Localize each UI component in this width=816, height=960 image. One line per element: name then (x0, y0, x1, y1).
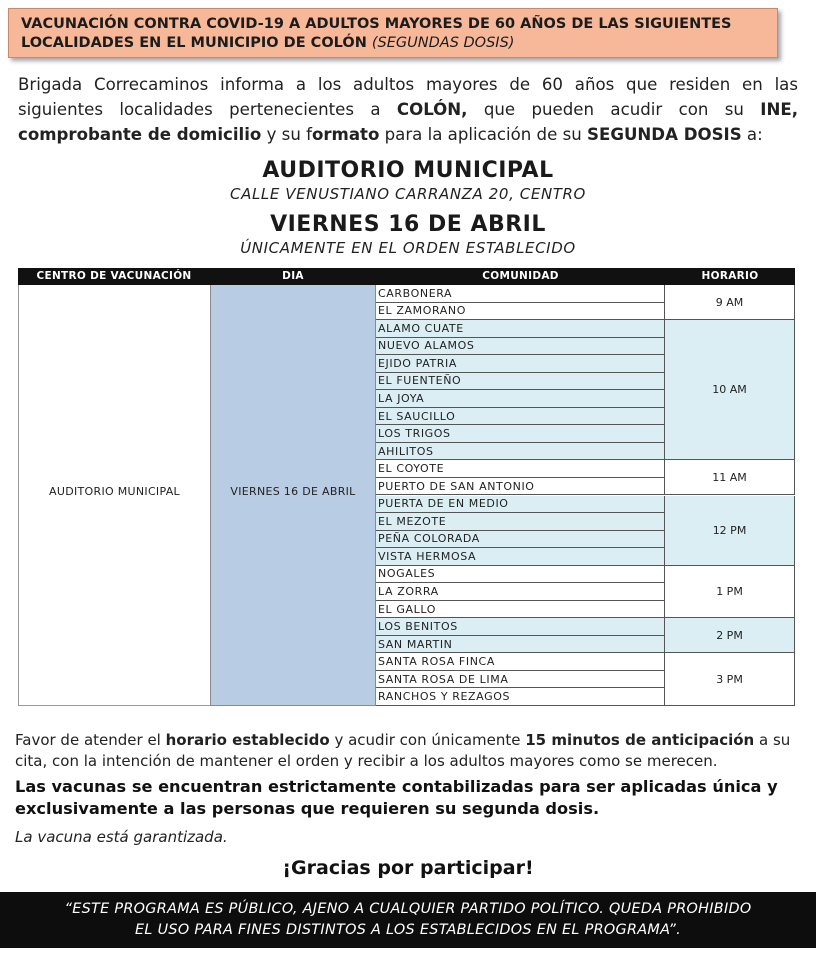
intro-bold-ine: INE, comprobante de domicilio (18, 100, 798, 144)
header-schedule: HORARIO (701, 270, 759, 282)
banner-line-1: VACUNACIÓN CONTRA COVID-19 A ADULTOS MAYORES DE 60 AÑOS DE LAS SIGUIENTES (21, 16, 732, 32)
schedule-notice (15, 730, 793, 772)
community-row: NOGALES (376, 566, 665, 584)
intro-text-5: a: (741, 125, 763, 144)
community-row: SANTA ROSA DE LIMA (376, 671, 665, 689)
community-row: CARBONERA (376, 285, 665, 303)
guarantee-note: La vacuna está garantizada. (15, 828, 228, 846)
header-center: CENTRO DE VACUNACIÓN (36, 270, 192, 282)
schedule-hour: 12 PM (665, 496, 795, 566)
schedule-hour: 2 PM (665, 618, 795, 653)
community-row: EJIDO PATRIA (376, 355, 665, 373)
schedule-hour: 11 AM (665, 460, 795, 495)
intro-text-4: para la aplicación de su (379, 125, 588, 144)
notice-text-1: Favor de atender el (15, 731, 166, 749)
center-value: AUDITORIO MUNICIPAL (49, 485, 180, 498)
notice-bold-2: 15 minutos de anticipación (525, 731, 755, 749)
intro-bold-colon: COLÓN, (396, 100, 468, 119)
schedule-table (18, 268, 795, 706)
notice-bold-1: horario establecido (165, 731, 330, 749)
community-row: NUEVO ALAMOS (376, 338, 665, 356)
community-row: PUERTA DE EN MEDIO (376, 496, 665, 514)
community-row: VISTA HERMOSA (376, 548, 665, 566)
schedule-hour: 10 AM (665, 320, 795, 460)
venue-title: AUDITORIO MUNICIPAL (262, 158, 554, 183)
schedule-hour: 9 AM (665, 285, 795, 320)
title-banner (8, 8, 778, 58)
community-row: SAN MARTIN (376, 636, 665, 654)
intro-bold-dose: SEGUNDA DOSIS (587, 125, 742, 144)
event-date: VIERNES 16 DE ABRIL (270, 212, 546, 237)
intro-text-2: que pueden acudir con su (467, 100, 761, 119)
notice-text-2: y acudir con únicamente (329, 731, 526, 749)
footer-disclaimer (0, 892, 816, 948)
day-value: VIERNES 16 DE ABRIL (230, 485, 356, 498)
community-row: PUERTO DE SAN ANTONIO (376, 478, 665, 496)
schedule-hour: 3 PM (665, 653, 795, 706)
community-row: EL ZAMORANO (376, 303, 665, 321)
day-column (210, 285, 376, 706)
intro-text-1: Brigada Correcaminos informa a los adultos mayores de 60 años que residen en las siguientes localidades pertenecientes a (18, 75, 798, 119)
community-row: EL COYOTE (376, 460, 665, 478)
footer-line-1: “ESTE PROGRAMA ES PÚBLICO, AJENO A CUALQUIER PARTIDO POLÍTICO. QUEDA PROHIBIDO (64, 901, 752, 917)
community-row: EL FUENTEÑO (376, 373, 665, 391)
table-header (18, 268, 795, 285)
order-note: ÚNICAMENTE EN EL ORDEN ESTABLECIDO (240, 239, 576, 257)
center-column (18, 285, 210, 706)
community-row: ALAMO CUATE (376, 320, 665, 338)
community-row: LA ZORRA (376, 583, 665, 601)
header-day: DIA (282, 270, 304, 282)
community-row: LOS TRIGOS (376, 425, 665, 443)
header-community: COMUNIDAD (482, 270, 559, 282)
community-row: LOS BENITOS (376, 618, 665, 636)
intro-text-3: y su f (261, 125, 312, 144)
thanks-message: ¡Gracias por participar! (282, 857, 534, 879)
intro-bold-formato: ormato (311, 125, 380, 144)
community-row: EL GALLO (376, 601, 665, 619)
banner-subtitle: (SEGUNDAS DOSIS) (371, 35, 515, 51)
banner-line-2-text: LOCALIDADES EN EL MUNICIPIO DE COLÓN (21, 35, 367, 51)
intro-paragraph (18, 72, 798, 147)
venue-address: CALLE VENUSTIANO CARRANZA 20, CENTRO (230, 185, 586, 203)
notice-text-3: a su cita, con la intención de mantener el orden y recibir a los adultos mayores como se merecen. (15, 731, 791, 770)
community-row: RANCHOS Y REZAGOS (376, 688, 665, 706)
banner-line-2 (21, 34, 767, 53)
community-row: SANTA ROSA FINCA (376, 653, 665, 671)
community-row: EL SAUCILLO (376, 408, 665, 426)
strict-notice: Las vacunas se encuentran estrictamente contabilizadas para ser aplicadas única y exclusivamente a las personas que requieren su segunda dosis. (15, 777, 778, 818)
community-row: LA JOYA (376, 390, 665, 408)
community-row: AHILITOS (376, 443, 665, 461)
community-row: PEÑA COLORADA (376, 531, 665, 549)
community-rows (376, 285, 665, 706)
schedule-blocks (665, 285, 795, 706)
schedule-hour: 1 PM (665, 566, 795, 619)
community-row: EL MEZOTE (376, 513, 665, 531)
footer-line-2: EL USO PARA FINES DISTINTOS A LOS ESTABLECIDOS EN EL PROGRAMA”. (134, 922, 681, 938)
